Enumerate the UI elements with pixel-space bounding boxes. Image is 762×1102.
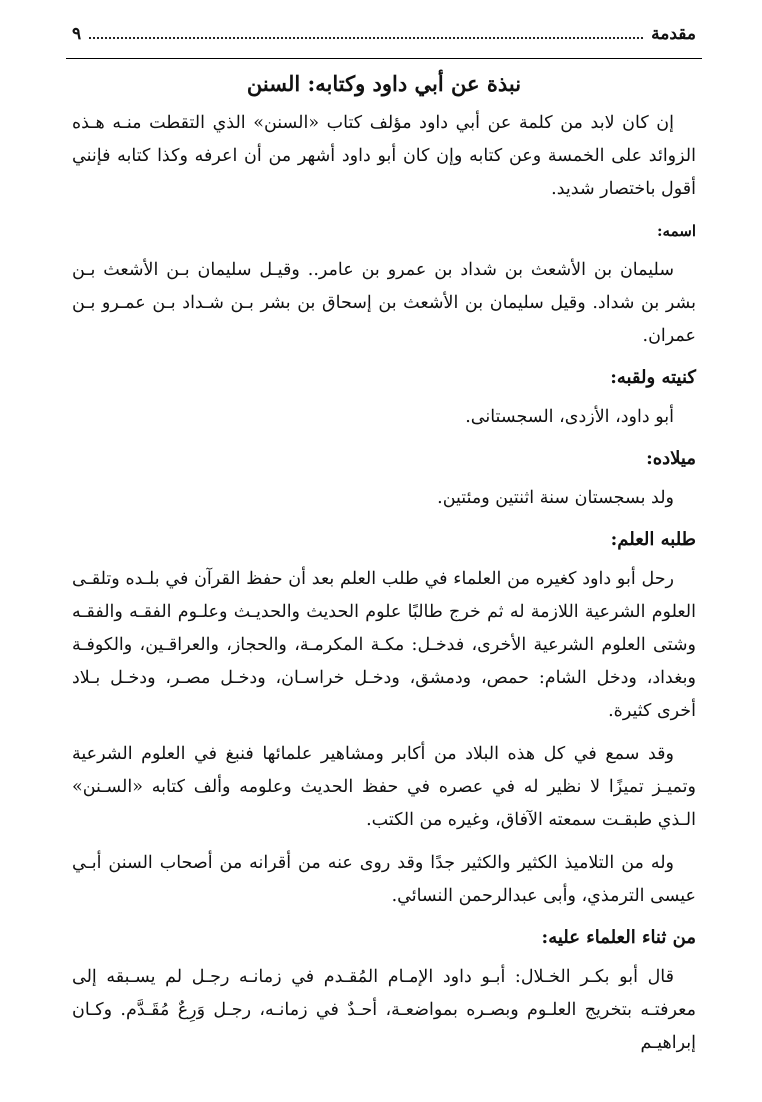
study-heading: طلبه العلم:: [610, 529, 696, 550]
study-paragraph-1: رحل أبو داود كغيره من العلماء في طلب العلم بعد أن حفظ القرآن في بلـده وتلقـى العلوم الشرعية اللازمة له ثم خرج طالبًا علوم الحديث والحديـث وعلـوم الفقـه والفقـه وشتى العلوم الشرعية الأخرى، فدخـل: مكـة المكرمـة، والحجاز، والعراقـين، والكوفـة وبغداد، ودخل الشام: حمص، ودمشق، ودخـل خراسـان، ودخـل مصـر، ودخـل بـلاد أخرى كثيرة.: [72, 569, 696, 721]
section-title: مقدمة: [651, 24, 696, 44]
study-paragraph-3: وله من التلاميذ الكثير والكثير جدًا وقد روى عنه من أقرانه من أصحاب السنن أبـي عيسى الترمذي، وأبى عبدالرحمن النسائي.: [72, 853, 696, 906]
birth-heading: ميلاده:: [646, 448, 696, 469]
kunya-paragraph: أبو داود، الأزدى، السجستانى.: [465, 407, 674, 427]
birth-paragraph: ولد بسجستان سنة اثنتين ومئتين.: [437, 488, 674, 508]
study-paragraph-2: وقد سمع في كل هذه البلاد من أكابر ومشاهير علمائها فنبغ في العلوم الشرعية وتميـز تميزًا لا نظير له في عصره في حفظ الحديث وعلومه وألف كتابه «السـنن» الـذي طبقـت سمعته الآفاق، وغيره من الكتب.: [72, 744, 696, 830]
kunya-heading: كنيته ولقبه:: [610, 367, 696, 388]
intro-paragraph: إن كان لابد من كلمة عن أبي داود مؤلف كتاب «السنن» الذي التقطت منـه هـذه الزوائد على الخمسة وعن كتابه وإن كان أبو داود أشهر من أن اعرفه وكذا كتابه فإنني أقول باختصار شديد.: [72, 113, 696, 199]
name-heading: اسمه:: [657, 222, 696, 240]
praise-heading: من ثناء العلماء عليه:: [541, 927, 696, 948]
page-title: نبذة عن أبي داود وكتابه: السنن: [246, 71, 522, 96]
running-header: [66, 24, 702, 59]
praise-paragraph: قال أبو بكـر الخـلال: أبـو داود الإمـام المُقـدم في زمانـه رجـل لم يسـبقه إلى معرفتـه بتخريج العلـوم وبصـره بمواضعـة، أحـدٌ في زمانـه، رجـل وَرِعٌ مُقَـدَّم. وكـان إبراهيـم: [72, 967, 696, 1053]
page-number: ٩: [72, 24, 82, 44]
dotted-leader: [89, 27, 643, 39]
name-paragraph: سليمان بن الأشعث بن شداد بن عمرو بن عامر.. وقيـل سليمان بـن الأشعث بـن بشر بن شداد. وقيل سليمان بن الأشعث بن إسحاق بن بشر بـن شـداد بـن عمـرو بـن عمران.: [72, 260, 696, 346]
